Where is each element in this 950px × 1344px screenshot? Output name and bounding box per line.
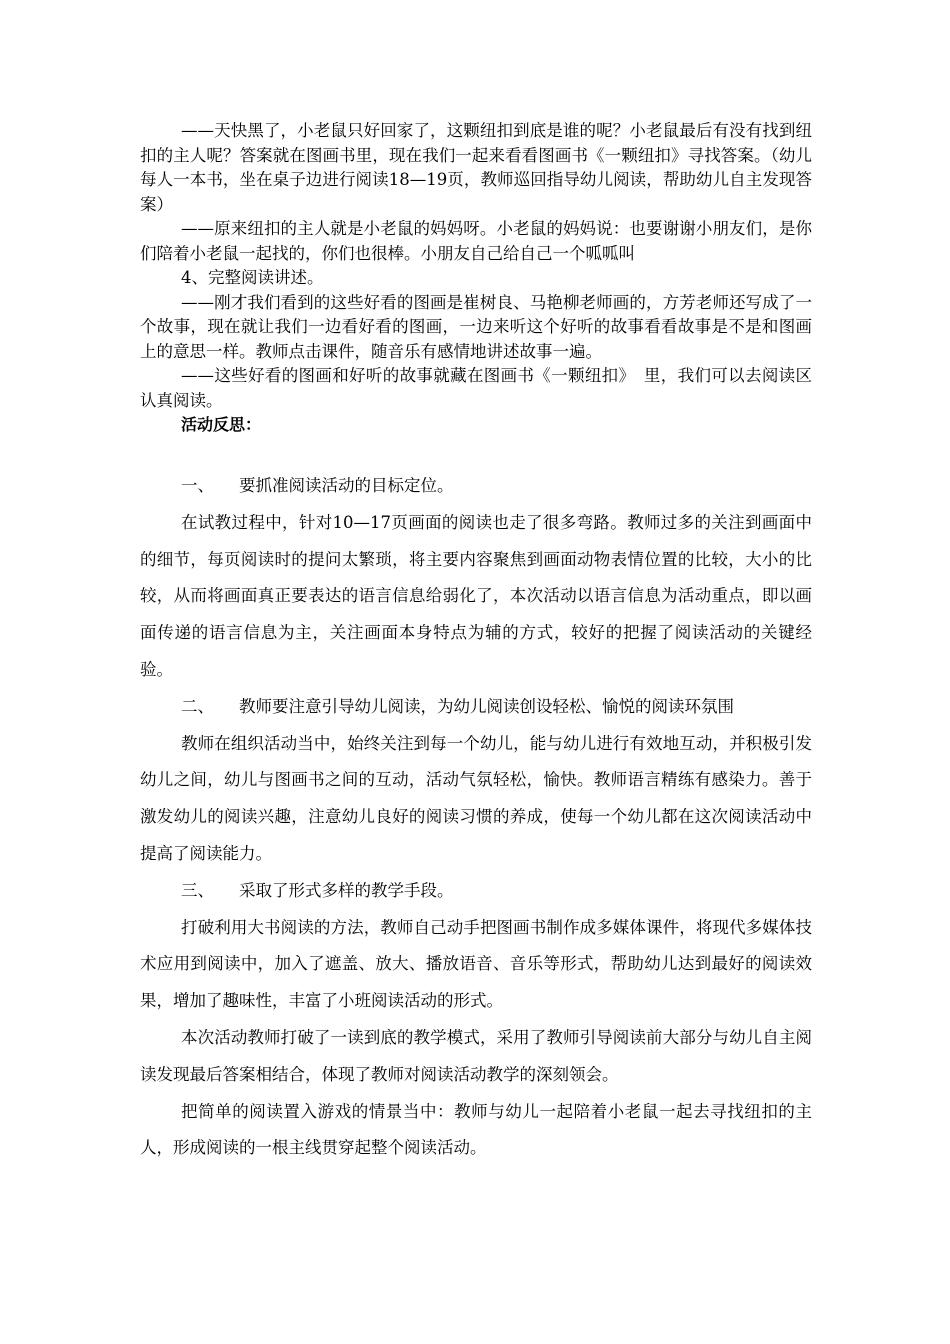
section-2-body: 教师在组织活动当中，始终关注到每一个幼儿，能与幼儿进行有效地互动，并积极引发幼儿之间，幼儿与图画书之间的互动，活动气氛轻松，愉快。教师语言精练有感染力。善于激发幼儿的阅读兴趣，注意幼儿良好的阅读习惯的养成，使每一个幼儿都在这次阅读活动中提高了阅读能力。 [140, 733, 812, 863]
section-2-number: 二、 [181, 696, 214, 716]
paragraph-answer-in-book: ——天快黑了，小老鼠只好回家了，这颗纽扣到底是谁的呢？小老鼠最后有没有找到纽扣的主人呢？答案就在图画书里，现在我们一起来看看图画书《一颗纽扣》寻找答案。（幼儿每人一本书，坐在桌子边进行阅读18—19页，教师巡回指导幼儿阅读，帮助幼儿自主发现答案） [140, 121, 812, 214]
paragraph-full-reading: ——刚才我们看到的这些好看的图画是崔树良、马艳柳老师画的，方芳老师还写成了一个故事，现在就让我们一边看好看的图画，一边来听这个好听的故事看看故事是不是和图画上的意思一样。教师点击课件，随音乐有感情地讲述故事一遍。 [140, 292, 812, 361]
section-1-body: 在试教过程中，针对10—17页画面的阅读也走了很多弯路。教师过多的关注到画面中的细节，每页阅读时的提问太繁琐，将主要内容聚焦到画面动物表情位置的比较，大小的比较，从而将画面真正要表达的语言信息给弱化了，本次活动以语言信息为活动重点，即以画面传递的语言信息为主，关注画面本身特点为辅的方式，较好的把握了阅读活动的关键经验。 [140, 512, 812, 679]
section-2-title: 教师要注意引导幼儿阅读，为幼儿阅读创设轻松、愉悦的阅读环氛围 [239, 696, 734, 716]
section-3-title: 采取了形式多样的教学手段。 [239, 880, 454, 900]
section-1-number: 一、 [181, 476, 214, 495]
reflection-heading: 活动反思： [181, 415, 262, 434]
reflection-sections [140, 468, 812, 1167]
lesson-steps [140, 119, 812, 438]
section-2-title-line [140, 689, 812, 726]
section-1-title: 要抓准阅读活动的目标定位。 [239, 476, 454, 495]
section-1-title-line [140, 468, 812, 505]
section-3-number: 三、 [181, 880, 214, 900]
step-4-heading: 4、完整阅读讲述。 [181, 268, 324, 287]
section-3-body-3: 把简单的阅读置入游戏的情景当中：教师与幼儿一起陪着小老鼠一起去寻找纽扣的主人，形成阅读的一根主线贯穿起整个阅读活动。 [140, 1101, 812, 1158]
paragraph-reading-corner: ——这些好看的图画和好听的故事就藏在图画书《一颗纽扣》 里，我们可以去阅读区认真阅读。 [140, 366, 812, 410]
section-3-title-line [140, 873, 812, 910]
section-3-body-1: 打破利用大书阅读的方法，教师自己动手把图画书制作成多媒体课件，将现代多媒体技术应用到阅读中，加入了遮盖、放大、播放语音、音乐等形式，帮助幼儿达到最好的阅读效果，增加了趣味性，丰富了小班阅读活动的形式。 [140, 917, 812, 1011]
section-3-body-2: 本次活动教师打破了一读到底的教学模式，采用了教师引导阅读前大部分与幼儿自主阅读发现最后答案相结合，体现了教师对阅读活动教学的深刻领会。 [140, 1027, 812, 1084]
paragraph-button-owner: ——原来纽扣的主人就是小老鼠的妈妈呀。小老鼠的妈妈说：也要谢谢小朋友们，是你们陪着小老鼠一起找的，你们也很棒。小朋友自己给自己一个呱呱叫 [140, 219, 812, 263]
